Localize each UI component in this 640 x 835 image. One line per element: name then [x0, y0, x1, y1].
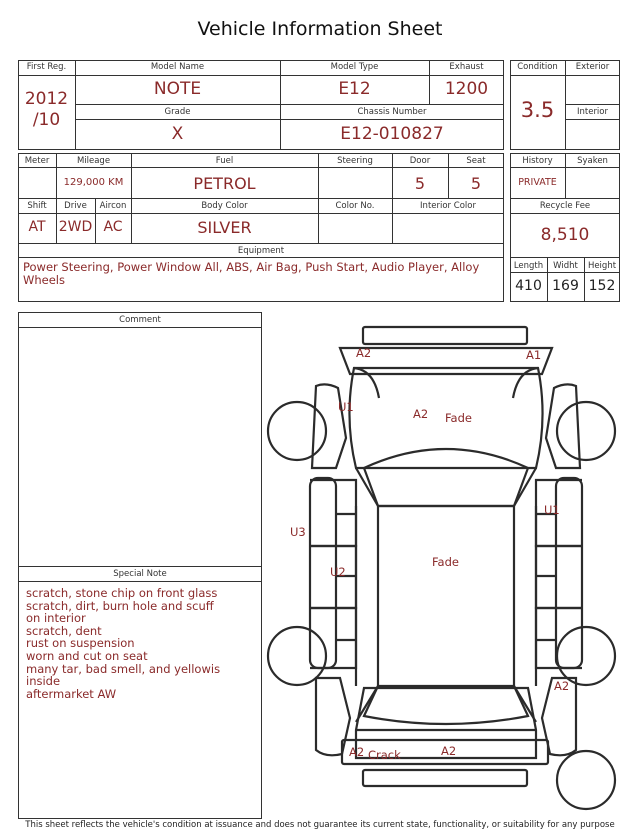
special-note-list [26, 587, 258, 700]
special-note-item: aftermarket AW [26, 686, 117, 701]
grade-value: X [171, 124, 184, 144]
fuel-value: PETROL [193, 174, 256, 193]
model-name-value: NOTE [153, 79, 202, 99]
history-value: PRIVATE [518, 177, 557, 188]
damage-mark: U3 [290, 525, 306, 539]
exhaust-value: 1200 [444, 79, 489, 99]
drive-value: 2WD [58, 219, 93, 235]
interior-label: Interior [576, 107, 608, 117]
condition-score: 3.5 [520, 98, 555, 122]
first-reg-label: First Reg. [26, 62, 67, 72]
damage-mark: U1 [544, 503, 560, 517]
damage-mark: A2 [441, 744, 457, 758]
width-label: Widht [553, 261, 578, 271]
chassis-value: E12-010827 [340, 124, 444, 144]
exhaust-label: Exhaust [449, 62, 484, 72]
special-note-item: many tar, bad smell, and yellowis [26, 661, 221, 676]
steering-label: Steering [337, 156, 373, 166]
special-note-item: inside [26, 674, 61, 689]
body-color-value: SILVER [197, 218, 252, 237]
model-name-label: Model Name [150, 62, 205, 72]
damage-mark: Crack [368, 748, 401, 762]
damage-mark: U1 [338, 400, 354, 414]
shift-label: Shift [27, 201, 47, 211]
height-label: Height [587, 261, 617, 271]
body-color-label: Body Color [201, 201, 248, 211]
special-note-item: scratch, dent [26, 623, 102, 638]
model-type-label: Model Type [330, 62, 379, 72]
mileage-value: 129,000 KM [63, 177, 124, 188]
page-title: Vehicle Information Sheet [197, 18, 443, 40]
special-note-item: scratch, stone chip on front glass [26, 586, 218, 600]
damage-mark: A2 [413, 407, 429, 421]
comment-label: Comment [119, 315, 161, 325]
damage-mark: A2 [356, 346, 372, 360]
damage-mark: A2 [349, 745, 365, 759]
aircon-value: AC [103, 219, 123, 235]
car-damage-diagram [266, 318, 626, 818]
door-label: Door [409, 156, 431, 166]
seat-label: Seat [466, 156, 486, 166]
recycle-fee-value: 8,510 [540, 225, 590, 245]
special-note-item: rust on suspension [26, 636, 135, 651]
special-note-item: scratch, dirt, burn hole and scuff [26, 598, 214, 613]
interior-color-label: Interior Color [420, 201, 476, 211]
drive-label: Drive [64, 201, 87, 211]
equipment-value: Power Steering, Power Window All, ABS, Air Bag, Push Start, Audio Player, Alloy Wheels [23, 260, 480, 287]
color-no-label: Color No. [335, 201, 375, 211]
special-note-item: on interior [26, 611, 86, 626]
chassis-label: Chassis Number [357, 107, 427, 117]
length-label: Length [513, 261, 544, 271]
damage-mark: Fade [432, 555, 459, 569]
damage-mark: A1 [526, 348, 542, 362]
condition-label: Condition [517, 62, 558, 72]
door-value: 5 [414, 174, 426, 193]
exterior-label: Exterior [575, 62, 610, 72]
aircon-label: Aircon [99, 201, 127, 211]
damage-mark: A2 [554, 679, 570, 693]
history-label: History [522, 156, 553, 166]
first-reg-month: /10 [32, 110, 61, 130]
seat-value: 5 [470, 174, 482, 193]
length-value: 410 [515, 278, 542, 294]
disclaimer-footer: This sheet reflects the vehicle's condition at issuance and does not guarantee its current state, functionality, or suitability for any purpose [25, 820, 615, 830]
damage-mark: U2 [330, 565, 346, 579]
height-value: 152 [588, 278, 616, 294]
meter-label: Meter [24, 156, 50, 166]
equipment-label: Equipment [237, 246, 285, 256]
syaken-label: Syaken [577, 156, 608, 166]
width-value: 169 [552, 278, 579, 294]
model-type-value: E12 [338, 79, 371, 99]
shift-value: AT [28, 219, 46, 235]
recycle-fee-label: Recycle Fee [539, 201, 591, 211]
mileage-label: Mileage [76, 156, 111, 166]
special-note-label: Special Note [113, 569, 167, 579]
damage-mark: Fade [445, 411, 472, 425]
first-reg-year: 2012 [24, 89, 69, 109]
grade-label: Grade [164, 107, 191, 117]
special-note-item: worn and cut on seat [26, 648, 148, 663]
fuel-label: Fuel [215, 156, 234, 166]
